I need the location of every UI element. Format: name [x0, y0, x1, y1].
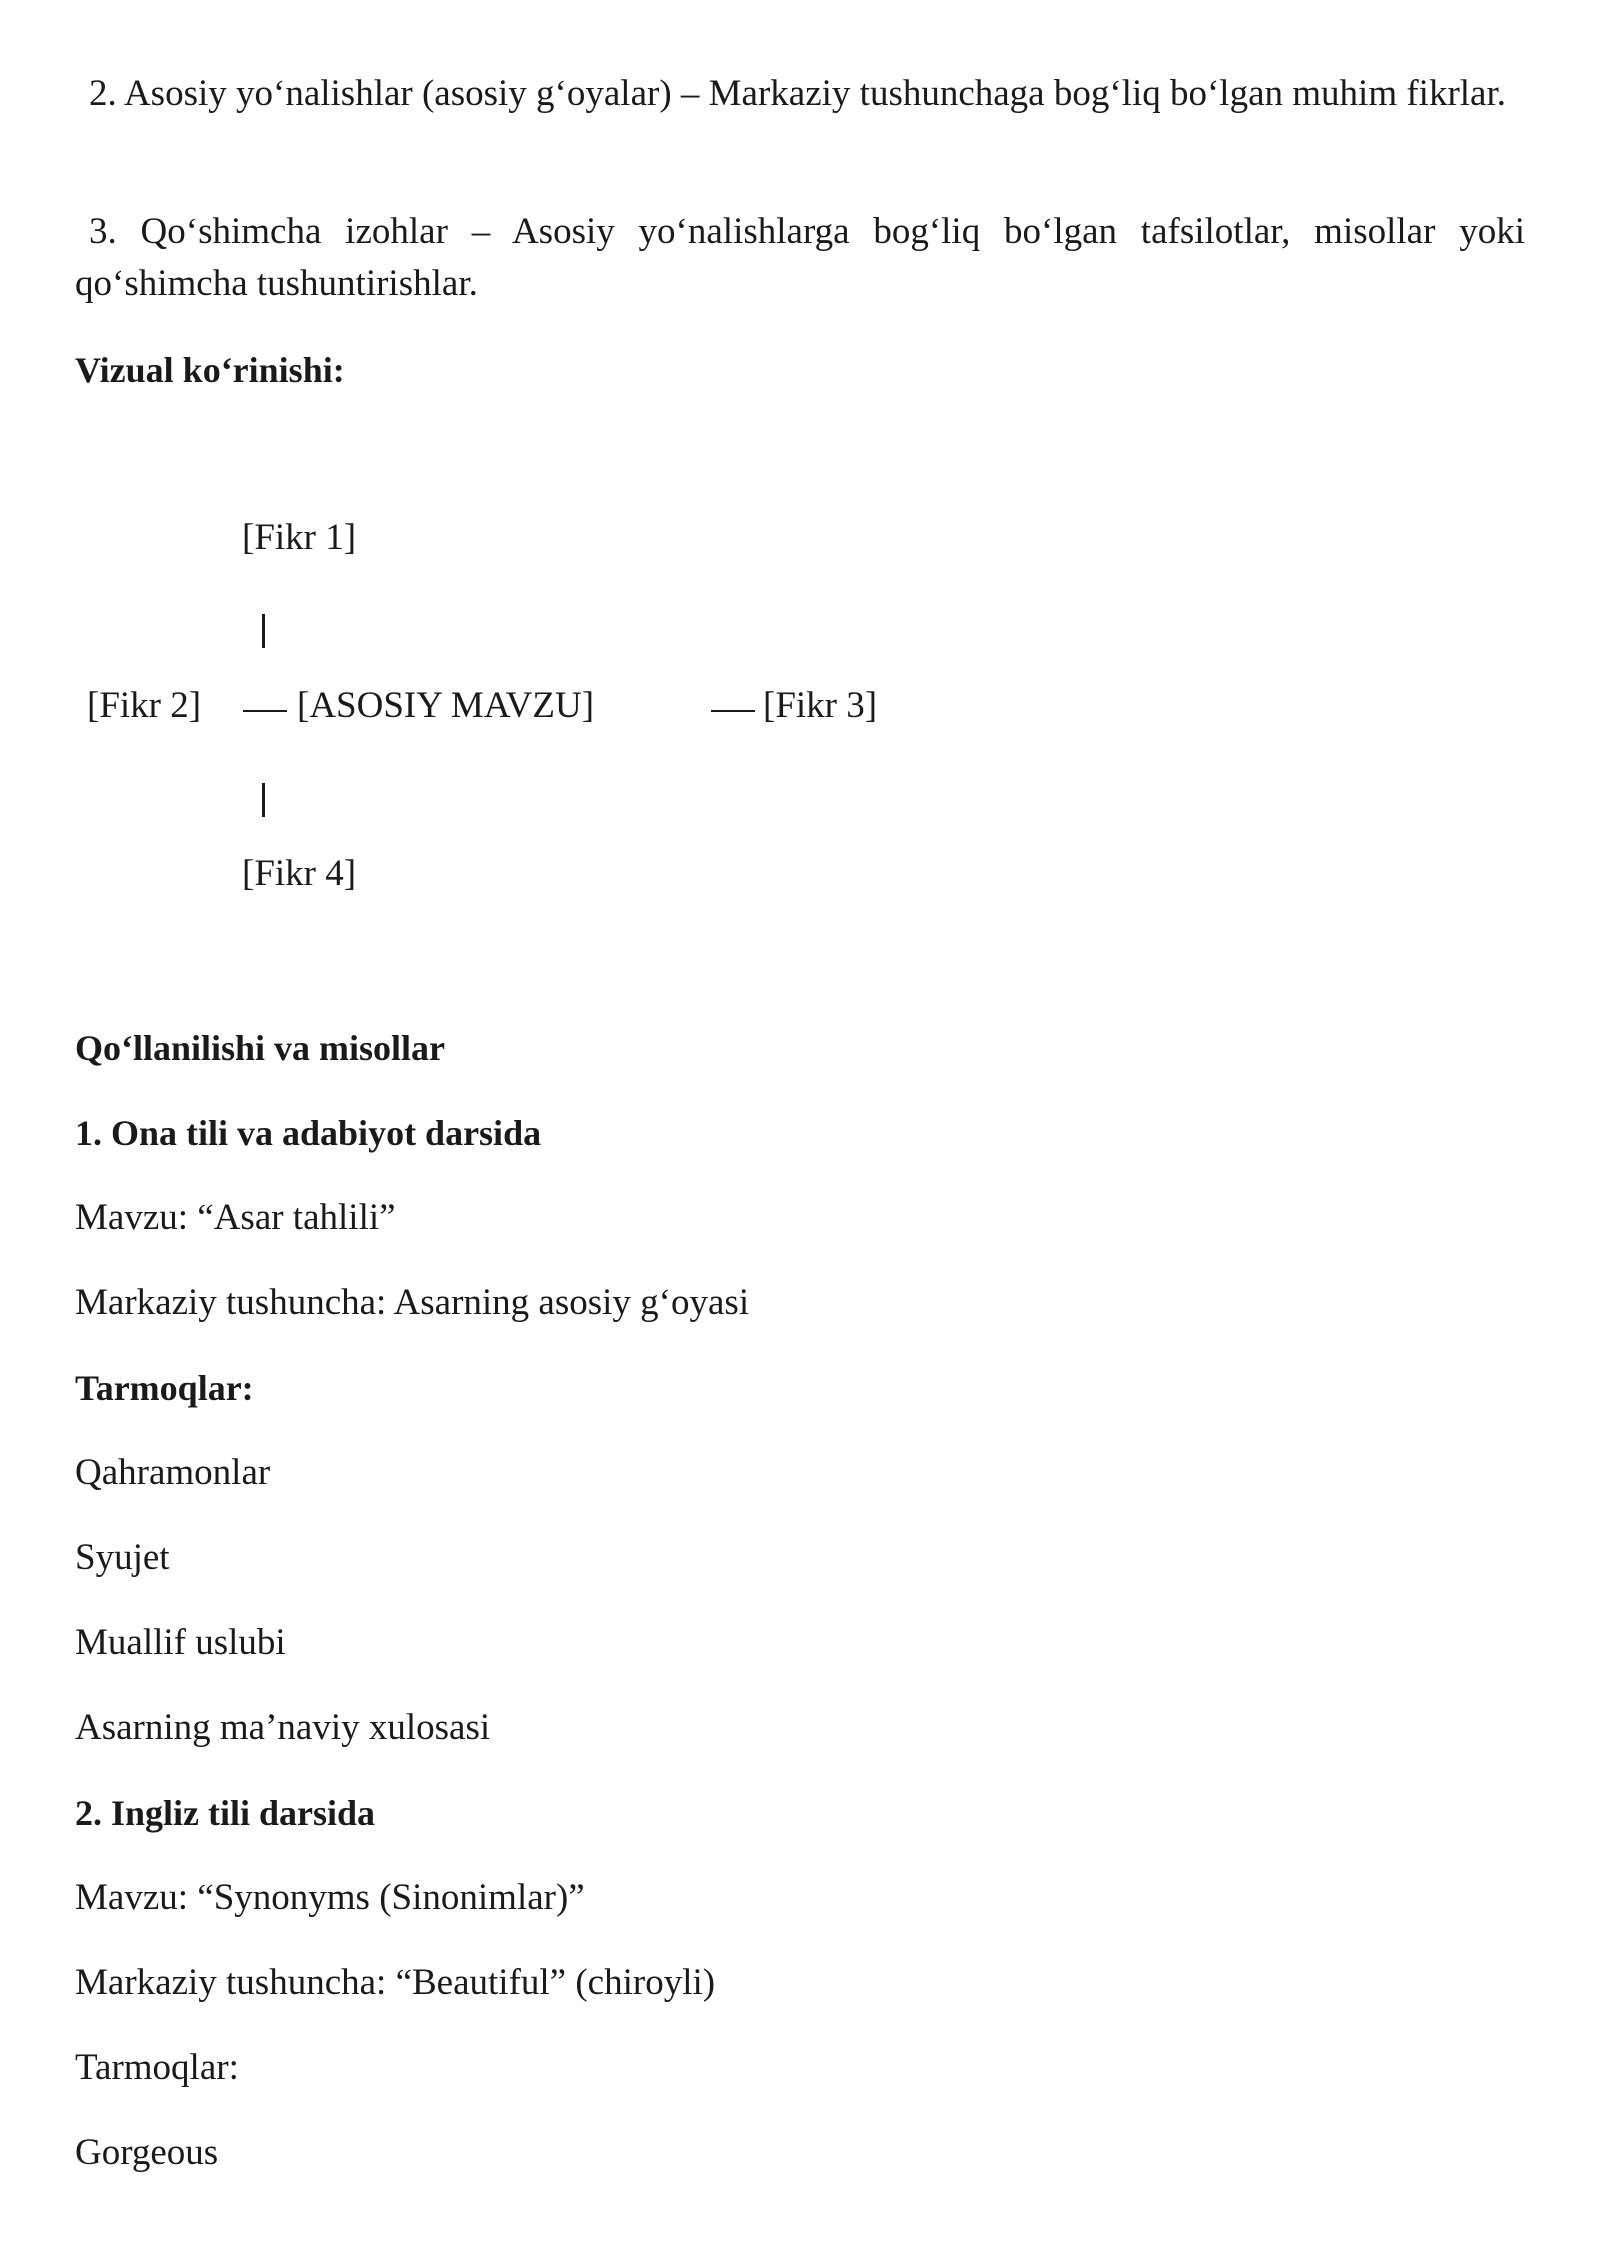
section1-branch-item: Asarning ma’naviy xulosasi	[75, 1707, 491, 1748]
section2-branch-item: Gorgeous	[75, 2132, 219, 2173]
diagram-node-center: [ASOSIY MAVZU]	[297, 685, 595, 726]
section1-branch-item: Syujet	[75, 1537, 170, 1578]
paragraph-main-directions: 2. Asosiy yo‘nalishlar (asosiy g‘oyalar) – Markaziy tushunchaga bog‘liq bo‘lgan muhim fikrlar.	[89, 73, 1507, 114]
section2-topic: Mavzu: “Synonyms (Sinonimlar)”	[75, 1877, 585, 1918]
diagram-node-left: [Fikr 2]	[87, 685, 202, 726]
section2-heading: 2. Ingliz tili darsida	[75, 1793, 376, 1833]
diagram-connector-bottom	[262, 783, 265, 817]
paragraph-additional-notes: 3. Qo‘shimcha izohlar – Asosiy yo‘nalishlarga bog‘liq bo‘lgan tafsilotlar, misollar yoki qo‘shimcha tushuntirishlar.	[75, 211, 1525, 304]
diagram-connector-right	[711, 710, 755, 712]
section1-branches-label: Tarmoqlar:	[75, 1368, 254, 1408]
section2-branches-label: Tarmoqlar:	[75, 2047, 239, 2088]
usage-heading: Qo‘llanilishi va misollar	[75, 1028, 446, 1068]
document-page	[75, 0, 1525, 2261]
diagram-node-bottom: [Fikr 4]	[242, 853, 357, 894]
diagram-node-top: [Fikr 1]	[242, 517, 357, 558]
diagram-connector-top	[262, 614, 265, 648]
section2-central-concept: Markaziy tushuncha: “Beautiful” (chiroyli)	[75, 1962, 716, 2003]
section1-branch-item: Muallif uslubi	[75, 1622, 286, 1663]
diagram-connector-left	[243, 710, 287, 712]
mind-map-diagram	[75, 500, 975, 920]
section1-heading: 1. Ona tili va adabiyot darsida	[75, 1113, 542, 1153]
section1-central-concept: Markaziy tushuncha: Asarning asosiy g‘oyasi	[75, 1282, 750, 1323]
diagram-node-right: [Fikr 3]	[763, 685, 878, 726]
section1-topic: Mavzu: “Asar tahlili”	[75, 1197, 396, 1238]
section1-branch-item: Qahramonlar	[75, 1452, 271, 1493]
visual-heading: Vizual ko‘rinishi:	[75, 350, 345, 390]
